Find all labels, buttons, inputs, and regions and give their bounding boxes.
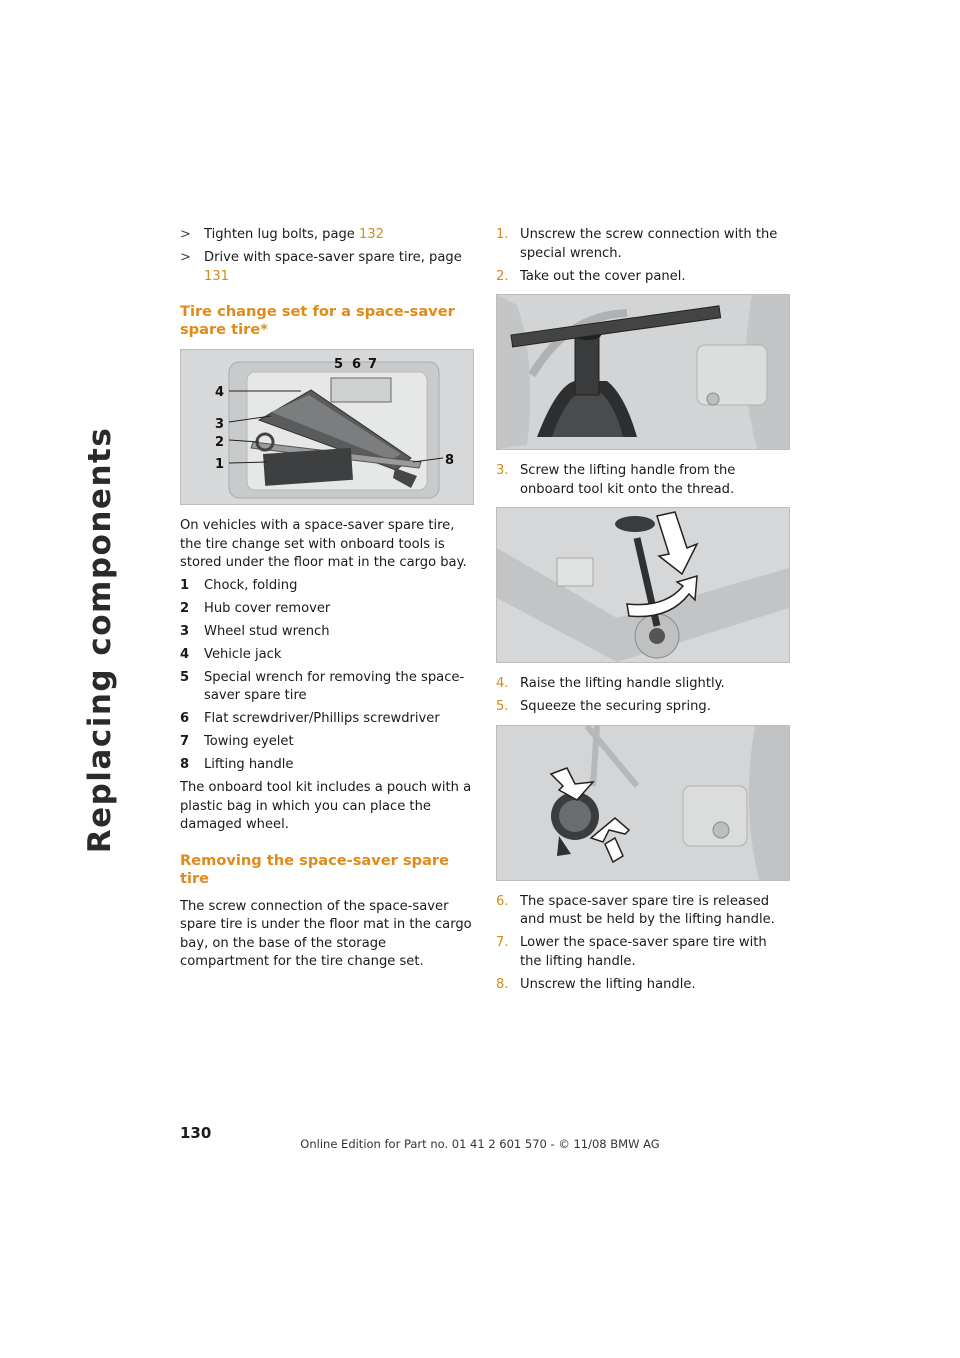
item-number: 8 — [180, 757, 190, 772]
item-number: 4 — [180, 646, 190, 662]
item-text: Hub cover remover — [204, 600, 331, 616]
list-item — [180, 600, 476, 619]
step-number: 4. — [496, 676, 509, 691]
bullet-item — [180, 249, 476, 286]
pouch-paragraph: The onboard tool kit includes a pouch with a plastic bag in which you can place the damaged wheel. — [180, 780, 472, 832]
lifting-handle-figure — [496, 507, 790, 663]
step-number: 7. — [496, 935, 509, 950]
item-text: Vehicle jack — [204, 646, 282, 662]
list-item — [180, 577, 476, 596]
item-number: 2 — [180, 600, 190, 616]
step-number: 3. — [496, 463, 509, 478]
bullet-item — [180, 226, 476, 245]
item-text: Chock, folding — [204, 577, 298, 593]
list-item — [180, 733, 476, 752]
lifting-handle-illustration — [497, 508, 789, 662]
step-number: 1. — [496, 227, 509, 242]
callout-3: 3 — [215, 417, 225, 432]
callout-6: 6 — [352, 357, 362, 372]
callout-1: 1 — [215, 457, 225, 472]
callout-4: 4 — [215, 385, 225, 400]
bullet-text: Tighten lug bolts, page — [204, 227, 360, 242]
step-number: 5. — [496, 699, 509, 714]
list-item — [180, 669, 476, 706]
step-item — [496, 893, 792, 930]
section-title: Replacing components — [82, 426, 118, 854]
toolkit-paragraph: On vehicles with a space-saver spare tire, the tire change set with onboard tools is stored under the floor mat in the cargo bay. — [180, 518, 467, 570]
bullet-text: Drive with space-saver spare tire, page — [204, 250, 462, 265]
footer: Online Edition for Part no. 01 41 2 601 570 - © 11/08 BMW AG — [300, 1137, 660, 1151]
step-item — [496, 675, 792, 694]
step-number: 6. — [496, 893, 509, 909]
page-link[interactable]: 132 — [359, 227, 385, 242]
bullet-marker: > — [180, 250, 191, 265]
wrench-illustration — [497, 295, 789, 449]
step-item — [496, 934, 792, 971]
item-number: 3 — [180, 623, 190, 639]
step-item — [496, 462, 792, 499]
item-text: Special wrench for removing the space-saver spare tire — [204, 669, 465, 703]
right-column — [496, 226, 792, 999]
list-item — [180, 623, 476, 642]
callout-2: 2 — [215, 435, 225, 450]
step-text: Screw the lifting handle from the onboard tool kit onto the thread. — [520, 463, 736, 497]
step-text: Unscrew the lifting handle. — [520, 976, 696, 992]
item-text: Flat screwdriver/Phillips screwdriver — [204, 711, 440, 726]
step-item — [496, 226, 792, 263]
item-number: 7 — [180, 734, 190, 749]
step-text: Take out the cover panel. — [520, 268, 686, 284]
heading-toolkit: Tire change set for a space-saver spare tire* — [180, 303, 455, 338]
toolkit-illustration — [181, 350, 473, 504]
left-column — [180, 226, 476, 976]
step-text: Squeeze the securing spring. — [520, 699, 711, 714]
item-number: 6 — [180, 711, 190, 726]
heading-removing: Removing the space-saver spare tire — [180, 851, 450, 887]
page-link[interactable]: 131 — [204, 268, 229, 284]
list-item — [180, 710, 476, 729]
toolkit-figure — [180, 349, 474, 505]
removing-paragraph: The screw connection of the space-saver spare tire is under the floor mat in the cargo bay, on the base of the storage compartment for the tire change set. — [180, 898, 472, 969]
step-text: Raise the lifting handle slightly. — [520, 676, 725, 691]
step-number: 2. — [496, 268, 509, 284]
step-item — [496, 268, 792, 287]
step-text: The space-saver spare tire is released and must be held by the lifting handle. — [520, 893, 775, 927]
securing-spring-figure — [496, 725, 790, 881]
item-number: 5 — [180, 669, 190, 685]
callout-5: 5 — [334, 357, 344, 372]
wrench-figure — [496, 294, 790, 450]
step-item — [496, 976, 792, 995]
step-item — [496, 698, 792, 717]
bullet-marker: > — [180, 227, 191, 242]
callout-8: 8 — [445, 453, 455, 468]
securing-spring-illustration — [497, 726, 789, 880]
page-number: 130 — [180, 1124, 212, 1142]
step-number: 8. — [496, 976, 509, 992]
item-text: Wheel stud wrench — [204, 623, 330, 639]
item-text: Towing eyelet — [204, 734, 294, 749]
callout-7: 7 — [368, 357, 378, 372]
step-text: Unscrew the screw connection with the special wrench. — [520, 227, 778, 261]
item-text: Lifting handle — [204, 757, 294, 772]
list-item — [180, 646, 476, 665]
list-item — [180, 756, 476, 775]
step-text: Lower the space-saver spare tire with the lifting handle. — [520, 935, 767, 969]
item-number: 1 — [180, 577, 190, 593]
